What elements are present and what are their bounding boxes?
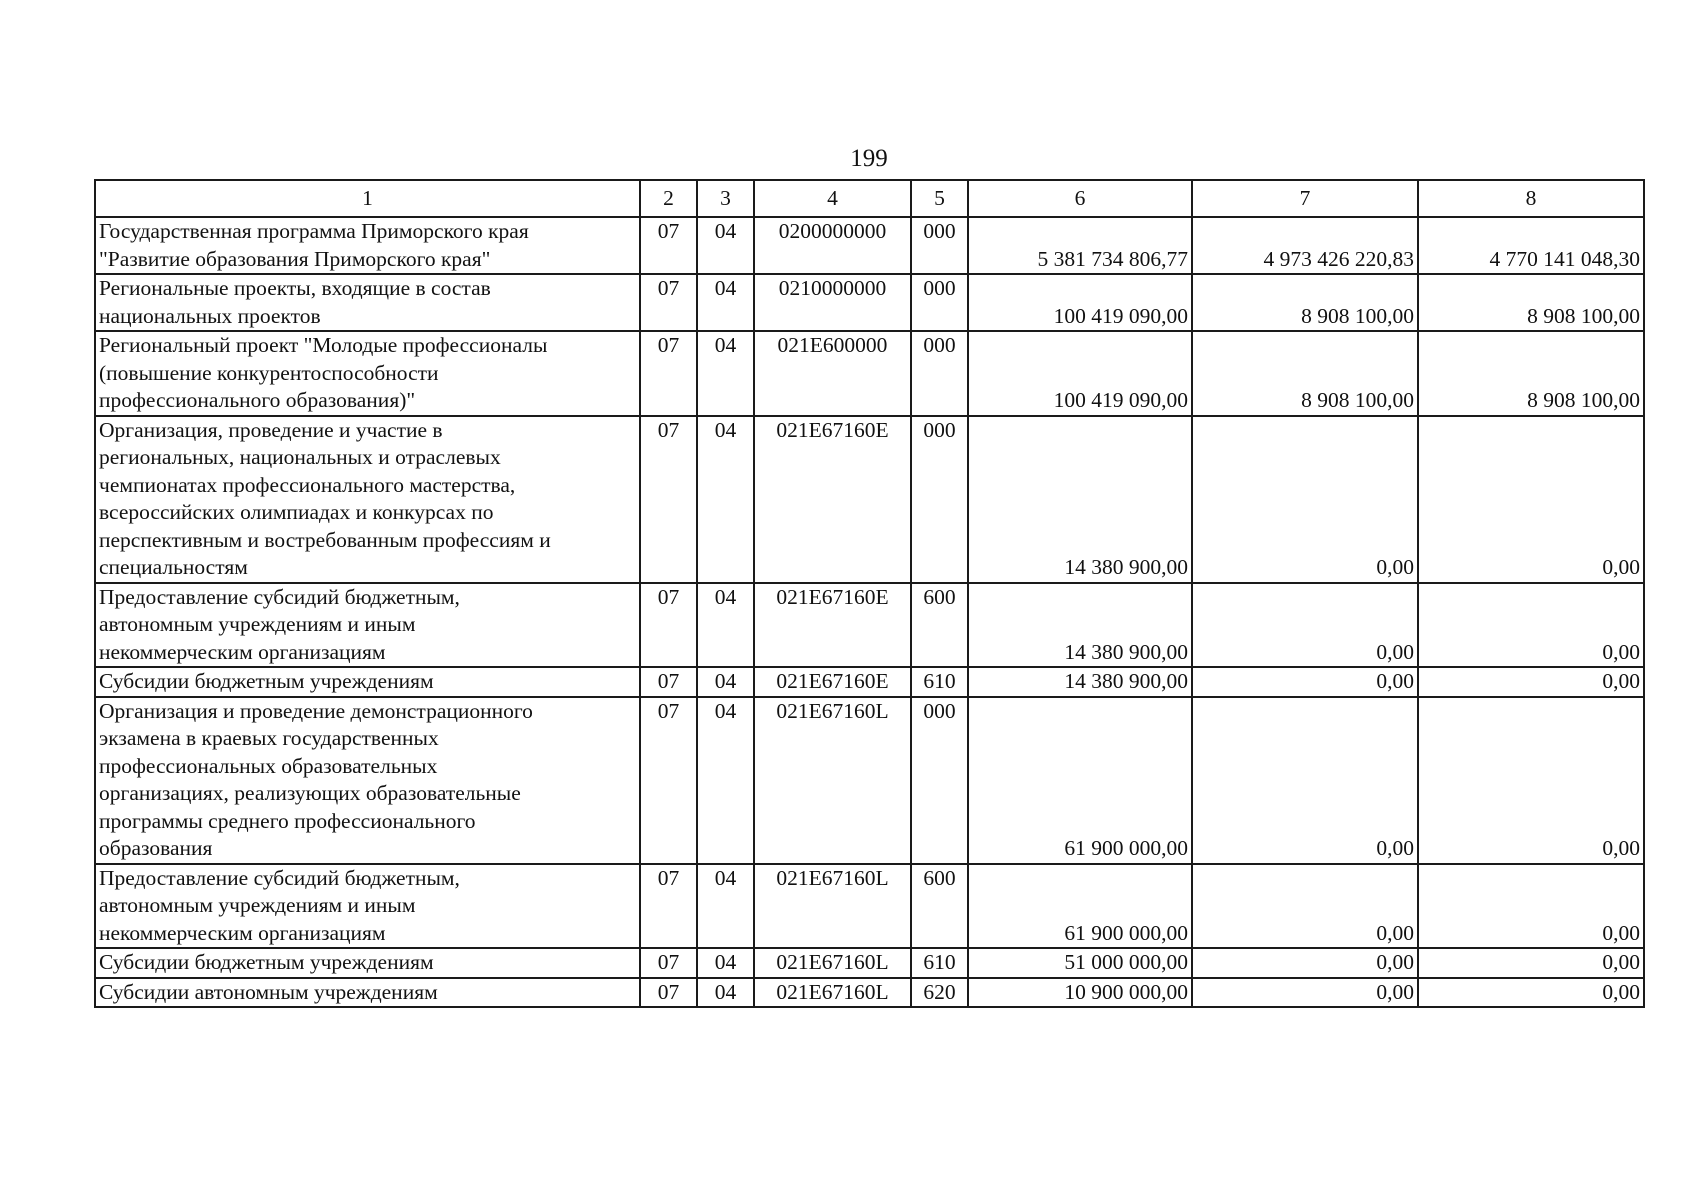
row-name-line: специальностям <box>99 555 248 579</box>
target-article-cell: 021E67160E <box>754 583 911 668</box>
expense-type-cell: 000 <box>911 697 968 864</box>
expense-type-cell: 000 <box>911 331 968 416</box>
row-name-line: экзамена в краевых государственных <box>99 726 439 750</box>
target-article-cell: 021E67160L <box>754 948 911 978</box>
row-name-line: перспективным и востребованным профессиям и <box>99 527 551 552</box>
amount-col8-cell: 4 770 141 048,30 <box>1418 217 1644 274</box>
header-row <box>95 180 1644 217</box>
row-name-line: некоммерческим организациям <box>99 920 386 945</box>
section-code-cell: 07 <box>640 217 697 274</box>
amount-col6-cell: 61 900 000,00 <box>968 697 1192 864</box>
target-article-cell: 021E67160L <box>754 697 911 864</box>
row-name-line: Организация и проведение демонстрационного <box>99 698 533 723</box>
amount-col6-cell: 5 381 734 806,77 <box>968 217 1192 274</box>
subsection-code-cell: 04 <box>697 667 754 697</box>
row-name-cell <box>95 416 640 583</box>
amount-col8-cell: 0,00 <box>1418 667 1644 697</box>
table-row <box>95 978 1644 1008</box>
amount-col7-cell: 8 908 100,00 <box>1192 274 1418 331</box>
target-article-cell: 0200000000 <box>754 217 911 274</box>
table-row <box>95 948 1644 978</box>
column-header-2: 2 <box>640 180 697 217</box>
amount-col7-cell: 0,00 <box>1192 416 1418 583</box>
section-code-cell: 07 <box>640 274 697 331</box>
section-code-cell: 07 <box>640 948 697 978</box>
expense-type-cell: 000 <box>911 217 968 274</box>
amount-col8-cell: 0,00 <box>1418 978 1644 1008</box>
section-code-cell: 07 <box>640 416 697 583</box>
table-row <box>95 667 1644 697</box>
page-number: 199 <box>850 145 888 172</box>
row-name-cell <box>95 667 640 697</box>
section-code-cell: 07 <box>640 667 697 697</box>
table-row <box>95 331 1644 416</box>
expense-type-cell: 000 <box>911 416 968 583</box>
amount-col8-cell: 8 908 100,00 <box>1418 331 1644 416</box>
subsection-code-cell: 04 <box>697 217 754 274</box>
amount-col6-cell: 14 380 900,00 <box>968 416 1192 583</box>
row-name-line: профессионального образования)" <box>99 388 416 412</box>
table-header <box>95 180 1644 217</box>
expense-type-cell: 000 <box>911 274 968 331</box>
amount-col8-cell: 0,00 <box>1418 416 1644 583</box>
amount-col6-cell: 10 900 000,00 <box>968 978 1192 1008</box>
target-article-cell: 021E67160L <box>754 978 911 1008</box>
amount-col7-cell: 4 973 426 220,83 <box>1192 217 1418 274</box>
subsection-code-cell: 04 <box>697 583 754 668</box>
target-article-cell: 021E67160E <box>754 667 911 697</box>
subsection-code-cell: 04 <box>697 416 754 583</box>
row-name-line: образования <box>99 836 213 860</box>
row-name-line: Организация, проведение и участие в <box>99 417 443 442</box>
column-header-1: 1 <box>95 180 640 217</box>
amount-col8-cell: 0,00 <box>1418 583 1644 668</box>
row-name-line: Субсидии бюджетным учреждениям <box>99 950 434 974</box>
amount-col6-cell: 51 000 000,00 <box>968 948 1192 978</box>
amount-col6-cell: 61 900 000,00 <box>968 864 1192 949</box>
row-name-cell <box>95 864 640 949</box>
section-code-cell: 07 <box>640 697 697 864</box>
amount-col8-cell: 0,00 <box>1418 948 1644 978</box>
section-code-cell: 07 <box>640 978 697 1008</box>
row-name-line: Предоставление субсидий бюджетным, <box>99 865 460 890</box>
row-name-line: всероссийских олимпиадах и конкурсах по <box>99 500 494 524</box>
row-name-line: некоммерческим организациям <box>99 639 386 664</box>
target-article-cell: 021E67160L <box>754 864 911 949</box>
subsection-code-cell: 04 <box>697 697 754 864</box>
row-name-line: Региональные проекты, входящие в состав <box>99 276 491 300</box>
row-name-cell <box>95 331 640 416</box>
row-name-cell <box>95 948 640 978</box>
column-header-8: 8 <box>1418 180 1644 217</box>
row-name-line: программы среднего профессионального <box>99 808 476 833</box>
amount-col7-cell: 0,00 <box>1192 978 1418 1008</box>
table-row <box>95 274 1644 331</box>
amount-col7-cell: 0,00 <box>1192 667 1418 697</box>
row-name-line: Государственная программа Приморского края <box>99 219 529 243</box>
section-code-cell: 07 <box>640 864 697 949</box>
amount-col6-cell: 100 419 090,00 <box>968 331 1192 416</box>
column-header-3: 3 <box>697 180 754 217</box>
expense-type-cell: 610 <box>911 948 968 978</box>
subsection-code-cell: 04 <box>697 274 754 331</box>
row-name-line: национальных проектов <box>99 303 321 328</box>
budget-table <box>94 179 1645 1008</box>
subsection-code-cell: 04 <box>697 948 754 978</box>
row-name-line: Предоставление субсидий бюджетным, <box>99 584 460 609</box>
row-name-cell <box>95 217 640 274</box>
expense-type-cell: 600 <box>911 864 968 949</box>
table-row <box>95 697 1644 864</box>
amount-col7-cell: 0,00 <box>1192 697 1418 864</box>
table-row <box>95 864 1644 949</box>
amount-col8-cell: 8 908 100,00 <box>1418 274 1644 331</box>
table-row <box>95 217 1644 274</box>
column-header-6: 6 <box>968 180 1192 217</box>
amount-col7-cell: 0,00 <box>1192 864 1418 949</box>
amount-col8-cell: 0,00 <box>1418 697 1644 864</box>
table-body <box>95 217 1644 1007</box>
target-article-cell: 021E67160E <box>754 416 911 583</box>
table-row <box>95 416 1644 583</box>
row-name-line: (повышение конкурентоспособности <box>99 360 439 385</box>
section-code-cell: 07 <box>640 331 697 416</box>
column-header-5: 5 <box>911 180 968 217</box>
amount-col6-cell: 14 380 900,00 <box>968 583 1192 668</box>
row-name-line: региональных, национальных и отраслевых <box>99 445 501 469</box>
expense-type-cell: 610 <box>911 667 968 697</box>
expense-type-cell: 600 <box>911 583 968 668</box>
subsection-code-cell: 04 <box>697 978 754 1008</box>
row-name-line: "Развитие образования Приморского края" <box>99 246 491 271</box>
column-header-7: 7 <box>1192 180 1418 217</box>
amount-col8-cell: 0,00 <box>1418 864 1644 949</box>
section-code-cell: 07 <box>640 583 697 668</box>
amount-col6-cell: 14 380 900,00 <box>968 667 1192 697</box>
row-name-line: Региональный проект "Молодые профессионалы <box>99 333 548 357</box>
row-name-line: чемпионатах профессионального мастерства, <box>99 472 516 497</box>
expense-type-cell: 620 <box>911 978 968 1008</box>
row-name-line: Субсидии бюджетным учреждениям <box>99 669 434 693</box>
row-name-cell <box>95 697 640 864</box>
amount-col7-cell: 8 908 100,00 <box>1192 331 1418 416</box>
subsection-code-cell: 04 <box>697 331 754 416</box>
row-name-line: автономным учреждениям и иным <box>99 612 416 636</box>
row-name-line: профессиональных образовательных <box>99 753 438 778</box>
subsection-code-cell: 04 <box>697 864 754 949</box>
amount-col7-cell: 0,00 <box>1192 948 1418 978</box>
row-name-cell <box>95 274 640 331</box>
target-article-cell: 021E600000 <box>754 331 911 416</box>
row-name-line: Субсидии автономным учреждениям <box>99 979 438 1004</box>
row-name-line: автономным учреждениям и иным <box>99 893 416 917</box>
target-article-cell: 0210000000 <box>754 274 911 331</box>
column-header-4: 4 <box>754 180 911 217</box>
row-name-line: организациях, реализующих образовательные <box>99 781 521 805</box>
amount-col6-cell: 100 419 090,00 <box>968 274 1192 331</box>
amount-col7-cell: 0,00 <box>1192 583 1418 668</box>
table-row <box>95 583 1644 668</box>
row-name-cell <box>95 978 640 1008</box>
row-name-cell <box>95 583 640 668</box>
